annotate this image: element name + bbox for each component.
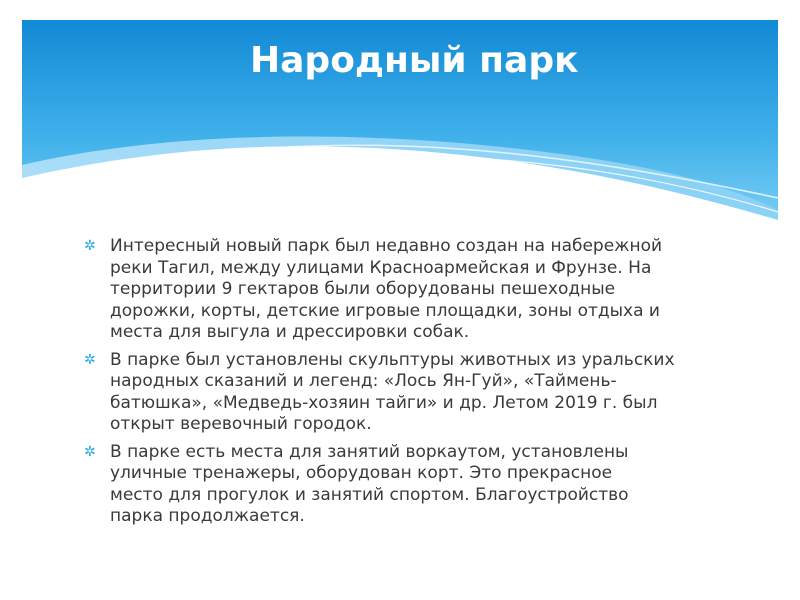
bullet-text-line: парка продолжается.	[110, 506, 305, 526]
bullet-text-line: места для выгула и дрессировки собак.	[110, 322, 470, 342]
bullet-text-line: народных сказаний и легенд: «Лось Ян-Гуй», «Таймень-	[110, 371, 617, 391]
bullet-text-line: дорожки, корты, детские игровые площадки, зоны отдыха и	[110, 300, 660, 321]
bullet-text-line: реки Тагил, между улицами Красноармейская и Фрунзе. На	[110, 257, 652, 278]
bullet-item	[84, 236, 734, 344]
bullet-text-line: батюшка», «Медведь-хозяин тайги» и др. Летом 2019 г. был	[110, 392, 658, 413]
bullet-item	[84, 350, 734, 436]
slide-title: Народный парк	[250, 40, 579, 81]
bullet-text-line: Интересный новый парк был недавно создан на набережной	[110, 236, 663, 256]
asterisk-bullet-icon: ✲	[84, 238, 96, 254]
bullet-list	[84, 236, 734, 534]
asterisk-bullet-icon: ✲	[84, 443, 96, 460]
bullet-text-line: открыт веревочный городок.	[110, 414, 372, 434]
bullet-text-line: территории 9 гектаров были оборудованы пешеходные	[110, 279, 616, 299]
asterisk-bullet-icon: ✲	[84, 351, 96, 368]
bullet-item	[84, 442, 734, 528]
bullet-text-line: место для прогулок и занятий спортом. Благоустройство	[110, 484, 629, 505]
bullet-text-line: уличные тренажеры, оборудован корт. Это прекрасное	[110, 463, 613, 483]
bullet-text-line: В парке был установлены скульптуры животных из уральских	[110, 349, 675, 370]
bullet-text-line: В парке есть места для занятий воркаутом, установлены	[110, 441, 629, 462]
